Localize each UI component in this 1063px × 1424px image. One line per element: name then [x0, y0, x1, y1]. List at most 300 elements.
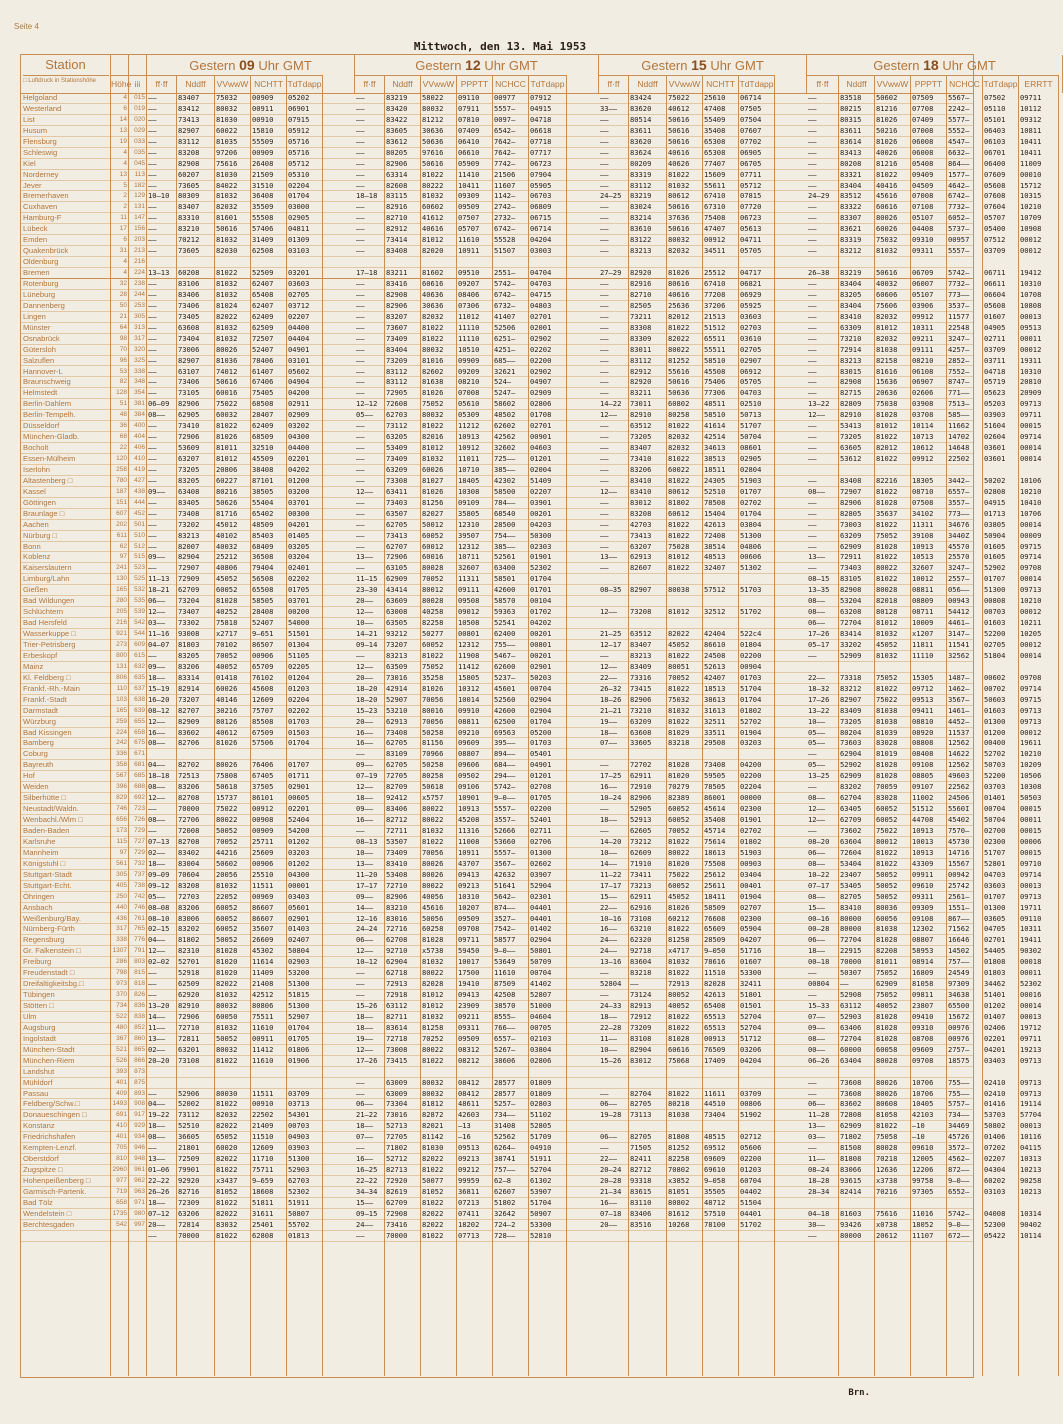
data-cell: 83412: [178, 103, 200, 113]
data-cell: 11610: [252, 1022, 274, 1032]
data-cell: 82920: [630, 377, 652, 387]
data-cell: 52903: [840, 1011, 862, 1021]
data-cell: ——: [148, 355, 157, 365]
data-cell: 51903: [740, 475, 762, 485]
data-cell: [808, 662, 838, 672]
data-cell: 54000: [288, 618, 310, 628]
data-cell: 52908: [840, 990, 862, 1000]
data-cell: 10213: [1020, 1165, 1042, 1175]
table-row: [21, 1044, 1042, 1056]
data-cell: 00013: [1020, 1011, 1042, 1021]
data-cell: 15712: [1020, 180, 1042, 190]
data-cell: 67405: [252, 771, 274, 781]
data-cell: 09811: [912, 990, 934, 1000]
data-cell: 81032: [216, 880, 238, 890]
data-cell: 16809: [912, 968, 934, 978]
data-cell: 50616: [216, 224, 238, 234]
data-cell: 81026: [668, 902, 690, 912]
data-cell: 52666: [494, 825, 516, 835]
data-cell: 10913: [912, 541, 934, 551]
data-cell: 52702: [740, 716, 762, 726]
data-cell: 83006: [178, 913, 200, 923]
data-cell: 83413: [840, 147, 862, 157]
data-cell: 51504: [740, 1197, 762, 1207]
data-cell: 6557—: [948, 486, 970, 496]
data-cell: ——: [356, 432, 365, 442]
data-cell: 81022: [668, 169, 690, 179]
data-cell: 26–26: [148, 1187, 170, 1196]
data-cell: 81802: [668, 497, 690, 507]
data-cell: 04401: [530, 913, 552, 923]
station-index: 224: [134, 269, 145, 277]
column-header: ff·ff: [355, 75, 385, 93]
data-cell: 1487—: [948, 672, 970, 682]
station-height: 82: [119, 378, 127, 386]
data-cell: 04204: [530, 235, 552, 245]
station-height: 68: [119, 433, 127, 441]
data-cell: 08——: [808, 607, 826, 617]
data-cell: 08412: [458, 1077, 480, 1087]
station-height: 705: [116, 1144, 127, 1152]
data-cell: 73316: [630, 672, 652, 682]
data-cell: 70212: [178, 235, 200, 245]
data-cell: 09310: [912, 235, 934, 245]
data-cell: 09714: [1020, 552, 1042, 562]
data-cell: 21801: [178, 1143, 200, 1153]
data-cell: 02905: [288, 213, 310, 223]
data-cell: 82032: [668, 443, 690, 453]
data-cell: 81038: [876, 705, 898, 715]
data-cell: 01407: [984, 1011, 1006, 1021]
data-cell: ——: [600, 990, 609, 1000]
data-cell: [356, 257, 384, 267]
station-height: 798: [116, 969, 127, 977]
table-row: [21, 497, 1042, 509]
data-cell: 02201: [288, 454, 310, 464]
data-cell: 12——: [600, 607, 618, 617]
data-cell: 15——: [356, 1197, 374, 1207]
station-name: Feldberg/Schw.□: [23, 1099, 80, 1109]
data-cell: 00602: [984, 672, 1006, 682]
data-cell: 80032: [216, 1044, 238, 1054]
station-height: 205: [116, 608, 127, 616]
data-cell: 12——: [148, 716, 166, 726]
data-cell: 01705: [288, 585, 310, 595]
data-cell: [1020, 257, 1058, 267]
data-cell: 50052: [876, 869, 898, 879]
data-cell: 01901: [530, 552, 552, 562]
data-cell: ——: [356, 136, 365, 146]
data-cell: 83210: [178, 224, 200, 234]
data-cell: 75068: [668, 1055, 690, 1065]
data-cell: 09–12: [148, 880, 170, 890]
data-cell: 52302: [288, 1187, 310, 1196]
data-cell: 13–20: [148, 1001, 170, 1011]
data-cell: 51300: [288, 1154, 310, 1164]
group-hour: 09: [239, 57, 255, 73]
data-cell: 52905: [630, 804, 652, 814]
data-cell: 06610: [458, 147, 480, 157]
data-cell: 00012: [1020, 246, 1042, 256]
data-cell: 73404: [178, 333, 200, 343]
data-cell: 11——: [600, 1033, 618, 1043]
data-cell: 24–25: [600, 191, 622, 201]
data-cell: 67410: [704, 191, 726, 201]
data-cell: 50801: [530, 946, 552, 956]
data-cell: 60000: [840, 1044, 862, 1054]
station-index: 532: [134, 586, 145, 594]
station-name: München-Riem: [23, 1055, 75, 1065]
table-row: [21, 749, 1042, 760]
data-cell: 05712: [288, 158, 310, 168]
data-cell: 09713: [1020, 1088, 1042, 1098]
data-cell: 10811: [1020, 125, 1042, 135]
data-cell: 04204: [740, 1055, 762, 1065]
station-height: 4: [123, 94, 127, 101]
data-cell: ——: [808, 508, 817, 518]
data-cell: 25610: [704, 93, 726, 102]
station-height: 70: [119, 345, 127, 353]
station-height: 401: [116, 1078, 127, 1086]
data-cell: 83032: [216, 1219, 238, 1229]
station-height: 396: [116, 783, 127, 791]
data-cell: 50216: [876, 125, 898, 135]
data-cell: 09106: [458, 782, 480, 792]
column-header: ff·ff: [147, 75, 177, 93]
station-name: Mannheim: [23, 847, 59, 857]
data-cell: 82022: [422, 1154, 444, 1164]
data-cell: 07409: [458, 125, 480, 135]
data-cell: 03202: [288, 421, 310, 431]
data-cell: 83621: [840, 224, 862, 234]
data-cell: ——: [356, 968, 365, 978]
group-prefix: Gestern: [873, 58, 920, 73]
data-cell: 72910: [630, 782, 652, 792]
data-cell: 81022: [422, 1055, 444, 1065]
data-cell: 83012: [630, 497, 652, 507]
data-cell: 52907: [386, 694, 408, 704]
data-cell: 04715: [530, 289, 552, 299]
data-cell: 22915: [840, 946, 862, 956]
data-cell: 50203: [530, 672, 552, 682]
data-cell: 45052: [216, 574, 238, 584]
data-cell: 72906: [178, 432, 200, 442]
station-name: Gütersloh: [23, 344, 56, 354]
data-cell: 5467—: [494, 650, 516, 660]
data-cell: 52701: [178, 957, 200, 967]
station-index: 635: [134, 673, 145, 681]
data-cell: 83614: [840, 136, 862, 146]
data-cell: 78406: [252, 355, 274, 365]
column-rule: [250, 93, 251, 1376]
data-cell: 83214: [630, 213, 652, 223]
table-row: [21, 399, 1042, 410]
data-cell: 00704: [530, 968, 552, 978]
page-label: Seite 4: [14, 22, 39, 31]
data-cell: 81028: [876, 771, 898, 781]
data-cell: 867——: [948, 913, 970, 923]
data-cell: 80315: [840, 114, 862, 124]
column-header: TdTdapp: [983, 75, 1019, 93]
data-cell: 00–28: [808, 924, 830, 934]
data-cell: 31409: [252, 235, 274, 245]
data-cell: 05——: [148, 891, 166, 901]
data-cell: 83420: [386, 103, 408, 113]
station-index: 410: [134, 455, 145, 463]
data-cell: 14716: [948, 847, 970, 857]
data-cell: 00014: [1020, 454, 1042, 464]
data-cell: 09111: [458, 585, 480, 595]
data-cell: 40616: [668, 289, 690, 299]
data-cell: 00015: [1020, 421, 1042, 431]
data-cell: [386, 1067, 420, 1077]
data-cell: ——: [356, 650, 365, 660]
data-cell: 63009: [386, 1077, 408, 1087]
data-cell: 82908: [840, 585, 862, 595]
data-cell: 08601: [740, 443, 762, 453]
data-cell: 50602: [876, 93, 898, 102]
station-height: 440: [116, 903, 127, 911]
data-cell: 81026: [876, 136, 898, 146]
station-height: 103: [116, 695, 127, 703]
station-name: Bayreuth: [23, 760, 54, 770]
data-cell: 60704: [740, 1176, 762, 1186]
station-height: 31: [119, 247, 127, 255]
data-cell: 11009: [1020, 158, 1042, 168]
data-cell: 80032: [422, 1088, 444, 1098]
data-cell: [216, 257, 250, 267]
data-cell: 62—8: [494, 1176, 512, 1186]
data-cell: 40636: [422, 289, 444, 299]
data-cell: 60022: [668, 464, 690, 474]
station-height: 53: [119, 367, 127, 375]
data-cell: 81156: [422, 738, 444, 748]
data-cell: 51811: [252, 1197, 274, 1207]
data-cell: 40032: [876, 278, 898, 288]
data-cell: 02706: [530, 836, 552, 846]
data-cell: 25742: [948, 880, 970, 890]
data-cell: 09510: [458, 268, 480, 278]
data-cell: 09410: [912, 1011, 934, 1021]
data-cell: 19——: [356, 1033, 374, 1043]
data-cell: 31510: [252, 180, 274, 190]
data-cell: ——: [808, 147, 817, 157]
data-cell: 11811: [912, 640, 934, 649]
data-cell: 07815: [740, 191, 762, 201]
data-cell: 02711: [984, 333, 1006, 343]
station-index: 637: [134, 684, 145, 692]
data-cell: 10710: [458, 464, 480, 474]
data-cell: 42512: [252, 990, 274, 1000]
data-cell: 12——: [148, 607, 166, 617]
table-row: [21, 552, 1042, 563]
data-cell: x3437: [216, 1176, 238, 1186]
data-cell: 04703: [530, 278, 552, 288]
data-cell: 63207: [178, 454, 200, 464]
data-cell: 18——: [356, 793, 374, 803]
data-cell: 73410: [178, 421, 200, 431]
data-cell: 10209: [1020, 760, 1042, 770]
data-cell: 52509: [252, 268, 274, 278]
station-height: 305: [116, 870, 127, 878]
data-cell: 82912: [386, 224, 408, 234]
data-cell: 734——: [494, 1110, 516, 1120]
data-cell: ——: [148, 432, 157, 442]
data-cell: 06723: [740, 213, 762, 223]
data-cell: [494, 1067, 528, 1077]
data-cell: 12206: [912, 1165, 934, 1175]
table-row: [21, 683, 1042, 695]
station-name: Lüneburg: [23, 289, 56, 299]
data-cell: 09——: [808, 1022, 826, 1032]
data-cell: 04201: [288, 519, 310, 529]
data-cell: 18——: [148, 1121, 166, 1131]
data-cell: 755——: [948, 1088, 970, 1098]
data-cell: 48611: [458, 1099, 480, 1109]
data-cell: 03103: [288, 246, 310, 256]
station-height: 800: [116, 651, 127, 659]
data-cell: [1020, 1198, 1058, 1208]
data-cell: 07505: [740, 103, 762, 113]
data-cell: 21408: [252, 979, 274, 989]
data-cell: 02705: [288, 289, 310, 299]
table-row: [21, 1022, 1042, 1034]
station-height: 13: [119, 170, 127, 178]
data-cell: 05608: [984, 180, 1006, 190]
table-row: [21, 1187, 1042, 1198]
data-cell: 22502: [948, 454, 970, 464]
data-cell: 03805: [984, 519, 1006, 529]
data-cell: 42407: [704, 672, 726, 682]
data-cell: ——: [148, 530, 157, 540]
data-cell: ——: [356, 333, 365, 343]
data-cell: 01203: [740, 1165, 762, 1175]
data-cell: 19711: [1020, 902, 1042, 912]
table-row: [21, 410, 1042, 421]
data-cell: 70000: [840, 957, 862, 967]
data-cell: 16——: [356, 1154, 374, 1164]
station-index: 929: [134, 1122, 145, 1130]
table-row: [21, 1165, 1042, 1176]
column-header: Nddff: [177, 75, 215, 93]
data-cell: [494, 257, 528, 267]
data-cell: 63210: [630, 924, 652, 934]
data-cell: 02204: [288, 694, 310, 704]
station-name: Bonn: [23, 541, 41, 551]
data-cell: 81028: [876, 410, 898, 420]
data-cell: 21409: [252, 1121, 274, 1131]
data-cell: 81602: [422, 268, 444, 278]
data-cell: 07604: [984, 202, 1006, 212]
data-cell: ——: [808, 563, 817, 573]
data-cell: 03709: [984, 344, 1006, 354]
data-cell: 82032: [668, 246, 690, 256]
data-cell: 3247—: [948, 563, 970, 573]
table-row: [21, 486, 1042, 498]
station-index: 803: [134, 958, 145, 966]
data-cell: ——: [148, 804, 157, 814]
data-cell: 62904: [840, 749, 862, 759]
data-cell: 80032: [422, 103, 444, 113]
station-name: Gr. Falkenstein □: [23, 946, 81, 956]
data-cell: 14502: [948, 946, 970, 956]
data-cell: 60616: [668, 1044, 690, 1054]
data-cell: 52704: [740, 1011, 762, 1021]
data-cell: [876, 257, 910, 267]
data-cell: 08–10: [148, 913, 170, 923]
data-cell: 02911: [288, 399, 310, 409]
data-cell: [808, 1067, 838, 1077]
station-index: 866: [134, 1056, 145, 1064]
data-cell: 60052: [876, 815, 898, 825]
data-cell: 82707: [178, 705, 200, 715]
data-cell: 70056: [422, 847, 444, 857]
data-cell: 83309: [630, 333, 652, 343]
data-cell: 524—: [494, 377, 512, 387]
data-cell: 9—0——: [948, 1219, 970, 1229]
table-row: [21, 366, 1042, 378]
data-cell: 05716: [288, 136, 310, 146]
data-cell: 33202: [840, 640, 862, 649]
data-cell: 81601: [216, 213, 238, 223]
data-cell: 754——: [494, 530, 516, 540]
column-rule: [628, 93, 629, 1376]
data-cell: 09–14: [356, 640, 378, 649]
station-height: 50: [119, 301, 127, 309]
data-cell: 05107: [912, 213, 934, 223]
data-cell: 54200: [288, 825, 310, 835]
data-cell: 92412: [386, 793, 408, 803]
table-row: [21, 705, 1042, 717]
data-cell: 25570: [948, 552, 970, 562]
data-cell: 3147—: [948, 629, 970, 639]
data-cell: 28–34: [808, 1187, 830, 1196]
data-cell: 01201: [530, 454, 552, 464]
data-cell: 5557—: [494, 103, 516, 113]
data-cell: [740, 596, 774, 606]
data-cell: 07008: [912, 125, 934, 135]
station-name: Darmstadt: [23, 705, 59, 715]
data-cell: [178, 749, 214, 759]
data-cell: 09714: [1020, 869, 1042, 879]
table-row: [21, 344, 1042, 356]
data-cell: 82906: [386, 891, 408, 901]
data-cell: 9—0——: [948, 1176, 970, 1186]
data-cell: 10–22: [808, 869, 830, 879]
data-cell: 51804: [984, 650, 1006, 660]
data-cell: 62909: [840, 541, 862, 551]
data-cell: 34638: [948, 990, 970, 1000]
data-cell: 26408: [252, 158, 274, 168]
data-cell: 02200: [530, 355, 552, 365]
data-cell: 81216: [876, 103, 898, 113]
data-cell: 60258: [422, 924, 444, 934]
station-index: 865: [134, 1045, 145, 1053]
data-cell: ——: [148, 1143, 157, 1153]
data-cell: [630, 1231, 666, 1241]
data-cell: 10014: [458, 694, 480, 704]
data-cell: 01605: [984, 541, 1006, 551]
data-cell: 09610: [912, 1143, 934, 1153]
data-cell: 16——: [600, 1197, 618, 1207]
data-cell: 19–28: [600, 1110, 622, 1120]
data-cell: 81011: [876, 957, 898, 967]
data-cell: 15–23: [356, 705, 378, 715]
data-cell: [600, 596, 628, 606]
data-cell: 04201: [984, 1044, 1006, 1054]
data-cell: 03103: [984, 1187, 1006, 1196]
data-cell: 32607: [458, 563, 480, 573]
